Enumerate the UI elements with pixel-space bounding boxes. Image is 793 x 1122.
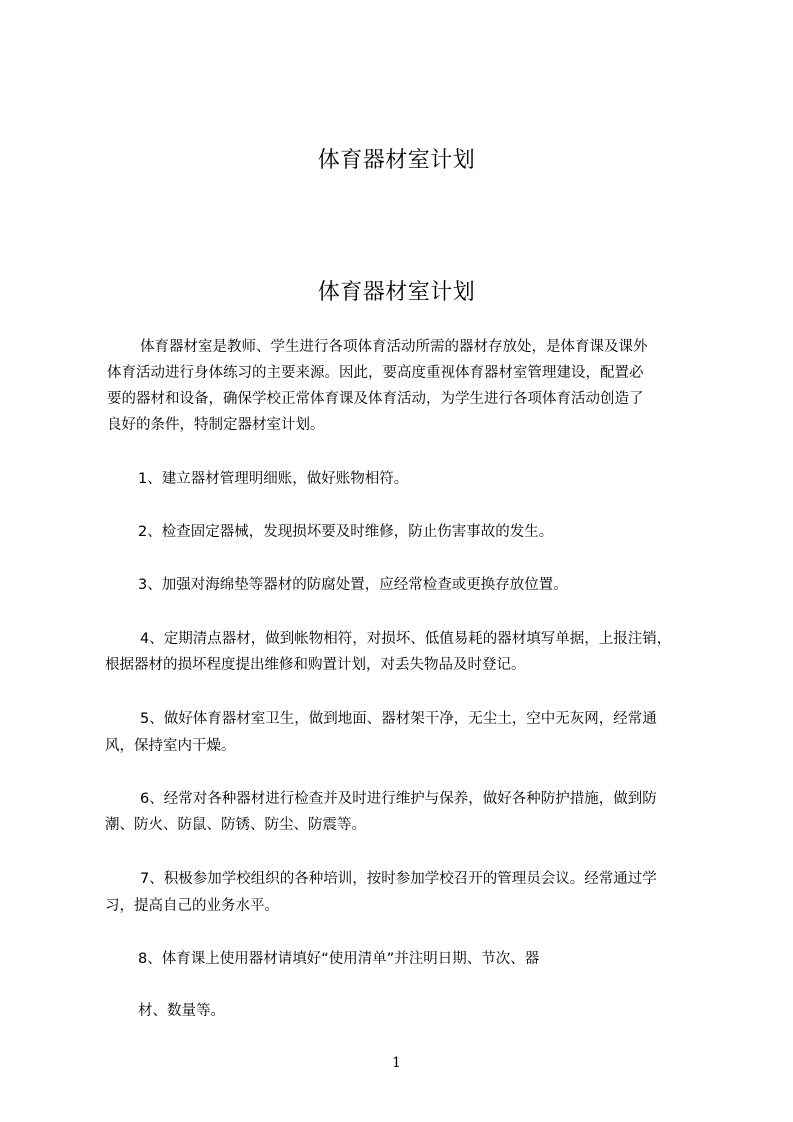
list-item-6-line-1: 6、经常对各种器材进行检查并及时进行维护与保养，做好各种防护措施，做到防 <box>140 791 657 807</box>
list-item-3: 3、加强对海绵垫等器材的防腐处置，应经常检查或更换存放位置。 <box>138 577 568 593</box>
page-number: 1 <box>392 1055 401 1071</box>
list-item-4-line-2: 根据器材的损坏程度提出维修和购置计划，对丢失物品及时登记。 <box>105 657 526 673</box>
intro-line-3: 要的器材和设备，确保学校正常体育课及体育活动，为学生进行各项体育活动创造了 <box>107 391 644 407</box>
list-item-6-line-2: 潮、防火、防鼠、防锈、防尘、防震等。 <box>105 817 366 833</box>
list-item-7-line-1: 7、积极参加学校组织的各种培训，按时参加学校召开的管理员会议。经常通过学 <box>140 871 657 887</box>
document-title-top: 体育器材室计划 <box>317 148 476 173</box>
list-item-5-line-2: 风，保持室内干燥。 <box>105 738 236 754</box>
intro-line-4: 良好的条件，特制定器材室计划。 <box>107 417 325 433</box>
document-title-main: 体育器材室计划 <box>317 280 476 305</box>
intro-line-2: 体育活动进行身体练习的主要来源。因此，要高度重视体育器材室管理建设，配置必 <box>107 365 644 381</box>
list-item-8-line-1: 8、体育课上使用器材请填好“使用清单”并注明日期、节次、器 <box>138 951 540 967</box>
intro-line-1: 体育器材室是教师、学生进行各项体育活动所需的器材存放处，是体育课及课外 <box>140 339 648 355</box>
list-item-5-line-1: 5、做好体育器材室卫生，做到地面、器材架干净，无尘土，空中无灰网，经常通 <box>140 711 657 727</box>
list-item-8-line-2: 材、数量等。 <box>138 1003 225 1019</box>
list-item-2: 2、检查固定器械，发现损坏要及时维修，防止伤害事故的发生。 <box>138 524 554 540</box>
list-item-4-line-1: 4、定期清点器材，做到帐物相符，对损坏、低值易耗的器材填写单据，上报注销， <box>140 631 672 647</box>
list-item-1: 1、建立器材管理明细账，做好账物相符。 <box>138 471 409 487</box>
list-item-7-line-2: 习，提高自己的业务水平。 <box>105 898 279 914</box>
